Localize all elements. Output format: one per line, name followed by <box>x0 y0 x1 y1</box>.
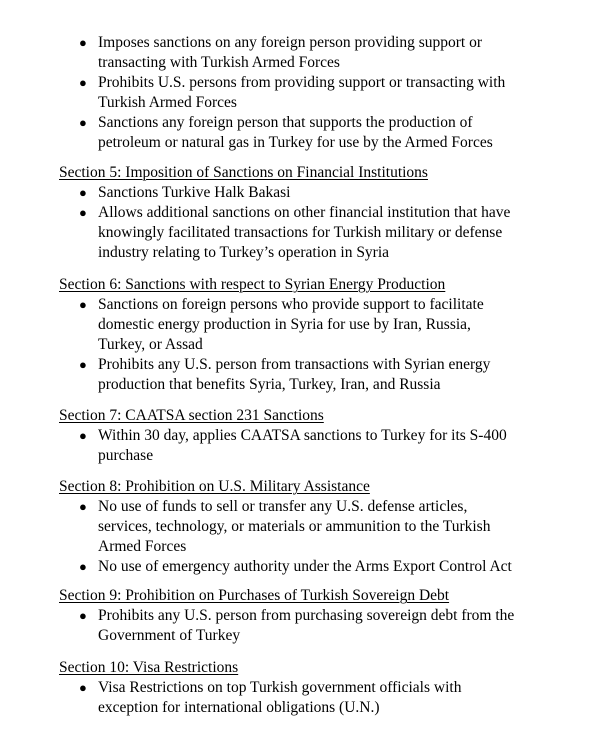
list-item-text: Visa Restrictions on top Turkish government officials with <box>98 679 462 696</box>
list-item-text: No use of emergency authority under the Arms Export Control Act <box>98 558 512 575</box>
list-item-text: services, technology, or materials or ammunition to the Turkish <box>98 518 491 535</box>
list-item-text: purchase <box>98 447 154 464</box>
list-item-text: production that benefits Syria, Turkey, Iran, and Russia <box>98 376 441 393</box>
list-item-text: Imposes sanctions on any foreign person providing support or <box>98 34 482 51</box>
section-7 <box>59 406 599 466</box>
list-item-text: Government of Turkey <box>98 627 241 644</box>
list-item <box>59 183 599 203</box>
bullet-list <box>59 426 599 466</box>
list-item <box>59 33 599 73</box>
section-8 <box>59 477 599 577</box>
list-item-text: Allows additional sanctions on other financial institution that have <box>98 204 511 221</box>
list-item-text: petroleum or natural gas in Turkey for use by the Armed Forces <box>98 134 493 151</box>
list-item-text: Turkish Armed Forces <box>98 94 237 111</box>
bullet-list <box>59 497 599 577</box>
list-item <box>59 113 599 153</box>
list-item <box>59 678 599 718</box>
bullet-icon: ● <box>79 559 87 574</box>
bullet-list <box>59 183 599 263</box>
bullet-icon: ● <box>79 608 87 623</box>
list-item-text: knowingly facilitated transactions for Turkish military or defense <box>98 224 503 241</box>
list-item-text: transacting with Turkish Armed Forces <box>98 54 340 71</box>
list-item-text: industry relating to Turkey’s operation in Syria <box>98 244 390 261</box>
bullet-icon: ● <box>79 75 87 90</box>
bullet-icon: ● <box>79 115 87 130</box>
list-item <box>59 203 599 263</box>
list-item-text: exception for international obligations (U.N.) <box>98 699 380 716</box>
list-item-text: Armed Forces <box>98 538 187 555</box>
list-item-text: Sanctions Turkive Halk Bakasi <box>98 184 291 201</box>
bullet-list <box>59 33 599 153</box>
section-heading: Section 6: Sanctions with respect to Syrian Energy Production <box>59 276 446 293</box>
bullet-icon: ● <box>79 680 87 695</box>
section-heading: Section 8: Prohibition on U.S. Military Assistance <box>59 478 370 495</box>
list-item <box>59 295 599 355</box>
list-item-text: Prohibits any U.S. person from transactions with Syrian energy <box>98 356 491 373</box>
section-heading: Section 9: Prohibition on Purchases of Turkish Sovereign Debt <box>59 587 450 604</box>
list-item-text: Turkey, or Assad <box>98 336 203 353</box>
list-item-text: domestic energy production in Syria for use by Iran, Russia, <box>98 316 471 333</box>
section-heading: Section 7: CAATSA section 231 Sanctions <box>59 407 324 424</box>
intro-bullets <box>59 33 599 153</box>
list-item-text: No use of funds to sell or transfer any U.S. defense articles, <box>98 498 468 515</box>
list-item <box>59 557 599 577</box>
bullet-list <box>59 678 599 718</box>
bullet-icon: ● <box>79 357 87 372</box>
list-item-text: Within 30 day, applies CAATSA sanctions to Turkey for its S-400 <box>98 427 507 444</box>
list-item-text: Sanctions any foreign person that supports the production of <box>98 114 473 131</box>
list-item <box>59 606 599 646</box>
bullet-list <box>59 606 599 646</box>
list-item-text: Prohibits U.S. persons from providing support or transacting with <box>98 74 506 91</box>
bullet-icon: ● <box>79 185 87 200</box>
list-item-text: Sanctions on foreign persons who provide support to facilitate <box>98 296 484 313</box>
bullet-icon: ● <box>79 297 87 312</box>
section-6 <box>59 275 599 395</box>
bullet-icon: ● <box>79 428 87 443</box>
bullet-icon: ● <box>79 35 87 50</box>
list-item <box>59 497 599 557</box>
section-10 <box>59 658 599 718</box>
list-item <box>59 426 599 466</box>
section-5 <box>59 163 599 263</box>
list-item <box>59 73 599 113</box>
section-heading: Section 5: Imposition of Sanctions on Financial Institutions <box>59 164 428 181</box>
list-item-text: Prohibits any U.S. person from purchasing sovereign debt from the <box>98 607 515 624</box>
section-9 <box>59 586 599 646</box>
bullet-list <box>59 295 599 395</box>
section-heading: Section 10: Visa Restrictions <box>59 659 239 676</box>
bullet-icon: ● <box>79 499 87 514</box>
list-item <box>59 355 599 395</box>
bullet-icon: ● <box>79 205 87 220</box>
